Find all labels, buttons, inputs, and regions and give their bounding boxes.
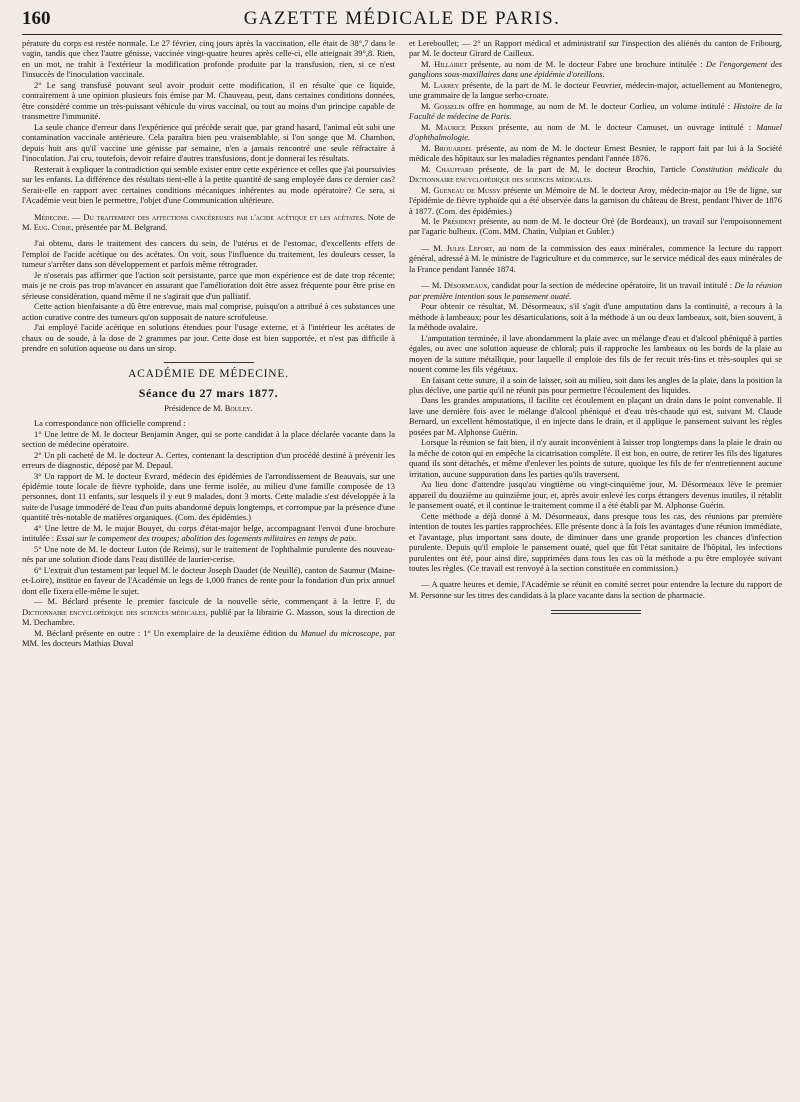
item-title: De l'engorgement des ganglions sous-maxillaires dans une épidémie d'oreillons. <box>409 58 782 80</box>
list-item <box>409 243 782 274</box>
president-name: Bouley <box>224 402 251 413</box>
item-title: Dictionnaire encyclopédique des sciences médicales <box>409 174 591 185</box>
section-label: Médecine. <box>34 211 70 222</box>
paragraph: J'ai obtenu, dans le traitement des cancers du sein, de l'utérus et de l'estomac, d'excellents effets de l'emploi de l'acide acétique ou des acétates. On voit, sous l'influence du traitement, les douleurs cesser, la tumeur s'arrêter dans son développement et parfois même rétrograder. <box>22 238 395 270</box>
list-item <box>22 628 395 649</box>
article-presenter: , présentée par M. Belgrand. <box>71 221 168 232</box>
two-columns <box>22 38 782 1102</box>
paragraph: La correspondance non officielle comprend : <box>34 418 186 429</box>
item-title: De la réunion par première intention sous le pansement ouaté. <box>409 280 782 301</box>
member-name: Gosselin <box>433 100 465 111</box>
item-text: M. <box>421 184 434 195</box>
member-name: Maurice Perrin <box>435 121 494 132</box>
member-name: Désormeaux <box>443 280 488 291</box>
member-name: Président <box>442 215 477 226</box>
item-text: présente, au nom de M. le docteur Ernest Besnier, le rapport fait par lui à la Société médicale des hôpitaux sur les maladies régnantes pendant l'année 1876. <box>409 142 782 164</box>
list-item <box>409 122 782 143</box>
member-name: Larrey <box>433 79 460 90</box>
list-item <box>409 143 782 164</box>
item-title: Manuel du microscope <box>300 627 380 638</box>
list-item: 5° Une note de M. le docteur Luton (de Reims), sur le traitement de l'ophthalmie purulente des nouveau-nés par une solution d'iode dans l'eau distillée de laurier-cerise. <box>22 543 395 565</box>
paragraph: 2° Le sang transfusé pouvant seul avoir produit cette modification, il en résulte que ce liquide, contrairement à une opinion plusieurs fois émise par M. Chauveau, peut, dans certaines conditions données, être considéré comme un très-puissant véhicule du virus vaccinal, ou tout au moins d'un principe capable de transmettre l'immunité. <box>22 79 395 122</box>
article-heading <box>22 212 395 233</box>
list-item <box>22 523 395 544</box>
item-text: présente, au nom de M. le docteur Oré (de Bordeaux), un travail sur l'empoisonnement par l'agaric bulbeux. (Com. MM. Chatin, Vulpian et Gubler.) <box>409 215 782 237</box>
paragraph: Lorsque la réunion se fait bien, il n'y aurait inconvénient à laisser trop longtemps dans la plaie le drain ou la mèche de coton qui en empêche la cicatrisation complète. Il est bon, en outre, de retirer les fils des ligatures quand ils sont détachés, et même d'enlever les points de suture, quoique les fils de fer n'entretiennent aucune irritation, aucune suppuration dans les parties qu'ils traversent. <box>409 437 782 479</box>
session-heading: Séance du 27 mars 1877. <box>138 385 279 400</box>
item-text: présente, de la part de M. le docteur Feuvrier, médecin-major, actuellement au Montenegro, une grammaire de la langue serbo-croate. <box>409 79 782 101</box>
paragraph: Pour obtenir ce résultat, M. Désormeaux, s'il s'agit d'une amputation dans la continuité, a recours à la méthode à lambeaux; pour les désarticulations, soit à la méthode à un ou deux lambeaux, soit, bien souvent, à la méthode ovalaire. <box>409 301 782 333</box>
list-item: 2° Un pli cacheté de M. le docteur A. Certes, contenant la description d'un procédé destiné à prévenir les erreurs de diagnostic, déposé par M. Depaul. <box>22 449 395 471</box>
item-text: M. <box>421 79 434 90</box>
paragraph: Resterait à expliquer la contradiction qui semble exister entre cette expérience et celles que j'ai poursuivies sur les enfants. La différence des résultats tient-elle à la petite quantité de sang employée dans ce dernier cas? Serait-elle en rapport avec certaines conditions mécaniques inhérentes au mode opératoire? Ce sera, si l'Académie veut bien le permettre, l'objet d'une Communication ultérieure. <box>22 163 395 206</box>
item-text: présente, au nom de M. le docteur Fabre une brochure intitulée : <box>467 58 707 69</box>
article-note: Note de M. <box>22 211 395 232</box>
item-title: Essai sur le campement des troupes; abolition des logements militaires en temps de paix. <box>56 533 357 544</box>
paragraph: Cette méthode a déjà donné à M. Désormeaux, dans presque tous les cas, des réunions par première intention de toutes les parties rapprochées. Elle présente donc à la fois les avantages d'une réunion immédiate, et l'avantage, plus important sans doute, de diminuer dans une grande proportion les chances d'infection purulente. Depuis qu'il emploie le pansement ouaté, quel que fût l'état sanitaire de l'hôpital, les infections purulentes ont été, pour ainsi dire, supprimées dans tous les cas où la méthode a pu être employée suivant toutes les règles. (Ce travail est renvoyé à la section constituée en commission.) <box>409 510 782 573</box>
item-title: Constitution médicale <box>691 163 769 174</box>
paragraph: Au lieu donc d'attendre jusqu'au vingtième ou vingt-cinquième jour, M. Désormeaux lève le premier appareil du douzième au quinzième jour, et, après avoir enlevé les corps étrangers devenus inutiles, il rétablit le pansement ouaté, et il continue le traitement comme il a été établi par M. Alphonse Guérin. <box>409 479 782 511</box>
list-item <box>409 59 782 80</box>
item-text: M. <box>421 142 435 153</box>
item-text: — M. Béclard présente le premier fascicule de la nouvelle série, commençant à la lettre F, du <box>34 596 395 607</box>
item-text: du <box>768 163 782 174</box>
item-text: . <box>590 174 593 185</box>
list-item <box>22 596 395 627</box>
item-text: présente, au nom de M. le docteur Camuset, un ouvrage intitulé : <box>493 121 757 132</box>
left-column <box>22 38 395 1102</box>
list-item <box>409 216 782 237</box>
item-text: M. <box>421 121 436 132</box>
page-number: 160 <box>22 8 51 29</box>
item-text: , publié par la librairie G. Masson, sous la direction de M. Dechambre. <box>22 606 395 628</box>
item-text: 4° Une lettre de M. le major Bouyet, du corps d'état-major belge, accompagnant l'envoi d'une brochure intitulée : <box>22 522 395 544</box>
paragraph: J'ai employé l'acide acétique en solutions étendues pour l'usage externe, et à l'intérieur les acétates de chaux ou de soude, à la dose de 2 grammes par jour. Cette dose est bien supportée, et n'est pas difficile à prendre en solution aqueuse ou dans un sirop. <box>22 322 395 354</box>
article-title: — Du traitement des affections cancéreuses par l'acide acétique et les acétates. <box>69 211 365 222</box>
item-text: présente, de la part de M. le docteur Brochin, l'article <box>473 163 691 174</box>
item-text: , au nom de la commission des eaux minérales, commence la lecture du rapport général, adressé à M. le ministre de l'agriculture et du commerce, sur le service médical des eaux minérales de la France pendant l'année 1874. <box>409 242 782 274</box>
paragraph: pérature du corps est restée normale. Le 27 février, cinq jours après la vaccination, elle était de 38°,7 dans le vagin, tandis que chez l'autre génisse, vaccinée vingt-quatre heures après celle-ci, elle atteignait 39°,8. Rien, en un mot, ne trahit à l'extérieur la modification profonde produite par la transfusion, rien, si ce n'est l'insuccès de l'inoculation vaccinale. <box>22 38 395 80</box>
list-item <box>409 280 782 301</box>
list-item <box>409 164 782 185</box>
paragraph: Cette action bienfaisante a dû être entrevue, mais mal comprise, puisqu'on a attribué à ces substances une action curative contre des tumeurs qu'on supposait de nature scrofuleuse. <box>22 301 395 322</box>
item-title: Histoire de la Faculté de médecine de Paris. <box>409 100 782 122</box>
list-item: 6° L'extrait d'un testament par lequel M. le docteur Joseph Daudet (de Neuillé), canton de Saumur (Maine-et-Loire), institue en faveur de l'Académie un legs de 1,000 francs de rente pour la fondation d'un prix annuel dont elle fixera elle-même le sujet. <box>22 564 395 596</box>
paragraph: — A quatre heures et demie, l'Académie se réunit en comité secret pour entendre la lecture du rapport de M. Personne sur les titres des candidats à la place vacante dans la section de pharmacie. <box>409 579 782 600</box>
member-name: Jules Lefort <box>446 242 493 253</box>
list-item <box>409 101 782 122</box>
list-item: 1° Une lettre de M. le docteur Benjamin Anger, qui se porte candidat à la place déclarée vacante dans la section de médecine opératoire. <box>22 428 395 450</box>
end-divider <box>551 610 641 614</box>
item-text: — M. <box>421 242 447 253</box>
item-text: M. <box>421 163 436 174</box>
item-title: Manuel d'ophthalmologie. <box>409 121 782 143</box>
paragraph: La seule chance d'erreur dans l'expérience qui précède serait que, par grand hasard, l'animal eût subi une contamination vaccinale antérieure. Cela paraîtra bien peu vraisemblable, si l'on songe que M. Chambon, depuis huit ans qu'il vaccine une génisse par semaine, n'en a jamais rencontré une seule réfractaire à l'inoculation. J'ai cru, toutefois, devoir refaire d'autres transfusions, dont je donnerai les résultats. <box>22 121 395 164</box>
item-text: — M. <box>421 280 444 291</box>
list-item <box>409 185 782 216</box>
member-name: Hillairet <box>434 58 468 69</box>
item-text: , par MM. les docteurs Mathias Duval <box>22 627 395 649</box>
member-name: Chauffard <box>435 163 474 174</box>
running-title: GAZETTE MÉDICALE DE PARIS. <box>243 8 561 29</box>
paragraph: Je n'oserais pas affirmer que l'action soit persistante, parce que mon expérience est de date trop récente; mais je ne crois pas trop m'avancer en assurant que l'amélioration doit être assez fréquente pour être prise en sérieuse considération, quand même il ne s'agirait que d'un palliatif. <box>22 269 395 301</box>
list-item <box>409 80 782 101</box>
paragraph: L'amputation terminée, il lave abondamment la plaie avec un mélange d'eau et d'alcool phéniqué à parties égales, ou avec une solution aqueuse de chloral; puis il rapproche les lambeaux ou les bords de la plaie au moyen de la suture métallique, pour laquelle il emploie des fils de fer recuit très-fins et très-souples qui se nouent comme les fils végétaux. <box>409 332 782 375</box>
item-text: offre en hommage, au nom de M. le docteur Corlieu, un volume intitulé : <box>464 100 734 111</box>
item-text: M. Béclard présente en outre : 1° Un exemplaire de la deuxième édition du <box>34 627 301 638</box>
paragraph: En faisant cette suture, il a soin de laisser, soit au milieu, soit dans les angles de la plaie, dans la position la plus déclive, une partie qu'il ne réunit pas pour permettre l'écoulement des liquides. <box>409 374 782 395</box>
section-heading: ACADÉMIE DE MÉDECINE. <box>128 367 289 380</box>
paragraph: Dans les grandes amputations, il facilite cet écoulement en plaçant un drain dans le point convenable. Il lave une dernière fois avec le mélange d'alcool phéniqué et d'eau très-chaude qui est, suivant M. Claude Bernard, un excellent hémostatique, il en injecte dans le drain, et il applique le pansement suivant les règles posées par M. Alphonse Guérin. <box>409 395 782 437</box>
member-name: Gueneau de Mussy <box>433 184 501 195</box>
section-divider <box>164 362 254 363</box>
list-item: 3° Un rapport de M. le docteur Evrard, médecin des épidémies de l'arrondissement de Beauvais, sur une épidémie toute locale de fièvre typhoïde, dans une ferme isolée, au milieu d'une famille composée de 13 personnes, dont 11 enfants, sur lesquels il y eut 9 malades, dont 3 morts. Cette maladie s'est développée à la suite de l'usage immodéré de l'eau d'un puits abandonné depuis longtemps, et corrompue par la présence d'une quantité très-notable de matières organiques. (Com. des épidémies.) <box>22 470 395 523</box>
right-column <box>409 38 782 1102</box>
item-text: M. <box>421 58 435 69</box>
item-text: , candidat pour la section de médecine opératoire, lit un travail intitulé : <box>487 280 735 291</box>
paragraph: et Lereboullet; — 2° un Rapport médical et administratif sur l'inspection des aliénés du canton de Fribourg, par M. le docteur Girard de Cailleux. <box>409 38 782 59</box>
presidency-label: Présidence de M. <box>164 402 225 413</box>
article-author: Eug. Curie <box>33 221 72 232</box>
item-text: M. <box>421 100 434 111</box>
presidency-line <box>22 403 395 413</box>
item-text: présente un Mémoire de M. le docteur Aroy, médecin-major au 19e de ligne, sur l'épidémie de fièvre typhoïde qui a été observée dans la garnison du château de Brest, pendant l'hiver de 1876 à 1877. (Com. des épidémies.) <box>409 184 782 216</box>
item-text: M. le <box>421 215 443 226</box>
presidency-end: . <box>250 402 253 413</box>
page-header <box>22 8 782 35</box>
member-name: Brouardel <box>434 142 473 153</box>
item-title: Dictionnaire encyclopédique des sciences médicales <box>22 606 206 617</box>
